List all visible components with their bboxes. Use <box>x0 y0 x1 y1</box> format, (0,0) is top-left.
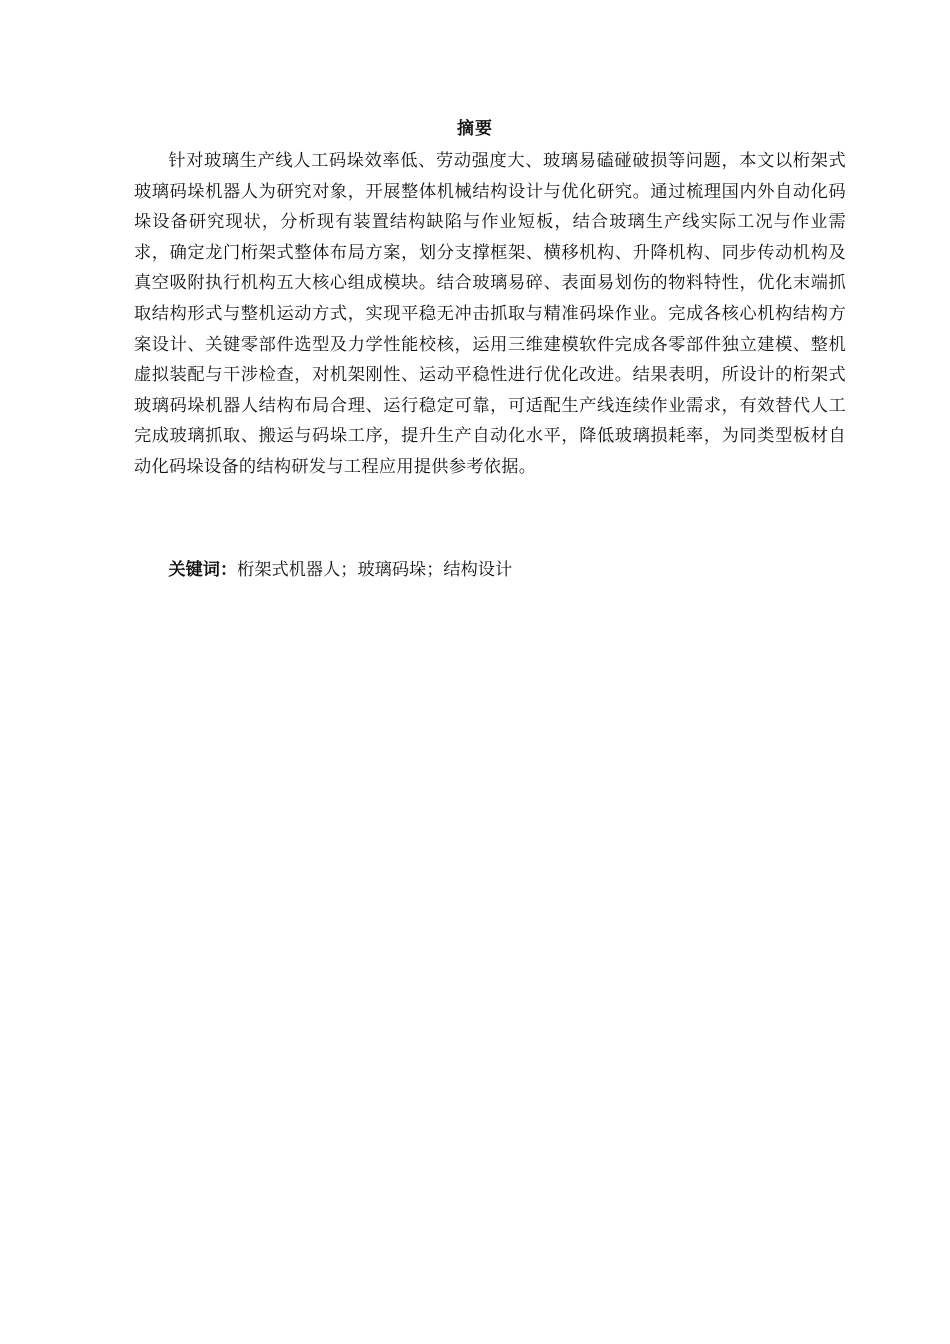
keywords-value: 桁架式机器人；玻璃码垛；结构设计 <box>237 560 513 580</box>
keywords-label: 关键词： <box>168 560 238 580</box>
abstract-title: 摘要 <box>457 119 493 139</box>
keywords-line <box>134 556 846 584</box>
abstract-body: 针对玻璃生产线人工码垛效率低、劳动强度大、玻璃易磕碰破损等问题，本文以桁架式玻璃码垛机器人为研究对象，开展整体机械结构设计与优化研究。通过梳理国内外自动化码垛设备研究现状，分析现有装置结构缺陷与作业短板，结合玻璃生产线实际工况与作业需求，确定龙门桁架式整体布局方案，划分支撑框架、横移机构、升降机构、同步传动机构及真空吸附执行机构五大核心组成模块。结合玻璃易碎、表面易划伤的物料特性，优化末端抓取结构形式与整机运动方式，实现平稳无冲击抓取与精准码垛作业。完成各核心机构结构方案设计、关键零部件选型及力学性能校核，运用三维建模软件完成各零部件独立建模、整机虚拟装配与干涉检查，对机架刚性、运动平稳性进行优化改进。结果表明，所设计的桁架式玻璃码垛机器人结构布局合理、运行稳定可靠，可适配生产线连续作业需求，有效替代人工完成玻璃抓取、搬运与码垛工序，提升生产自动化水平，降低玻璃损耗率，为同类型板材自动化码垛设备的结构研发与工程应用提供参考依据。 <box>134 151 846 477</box>
